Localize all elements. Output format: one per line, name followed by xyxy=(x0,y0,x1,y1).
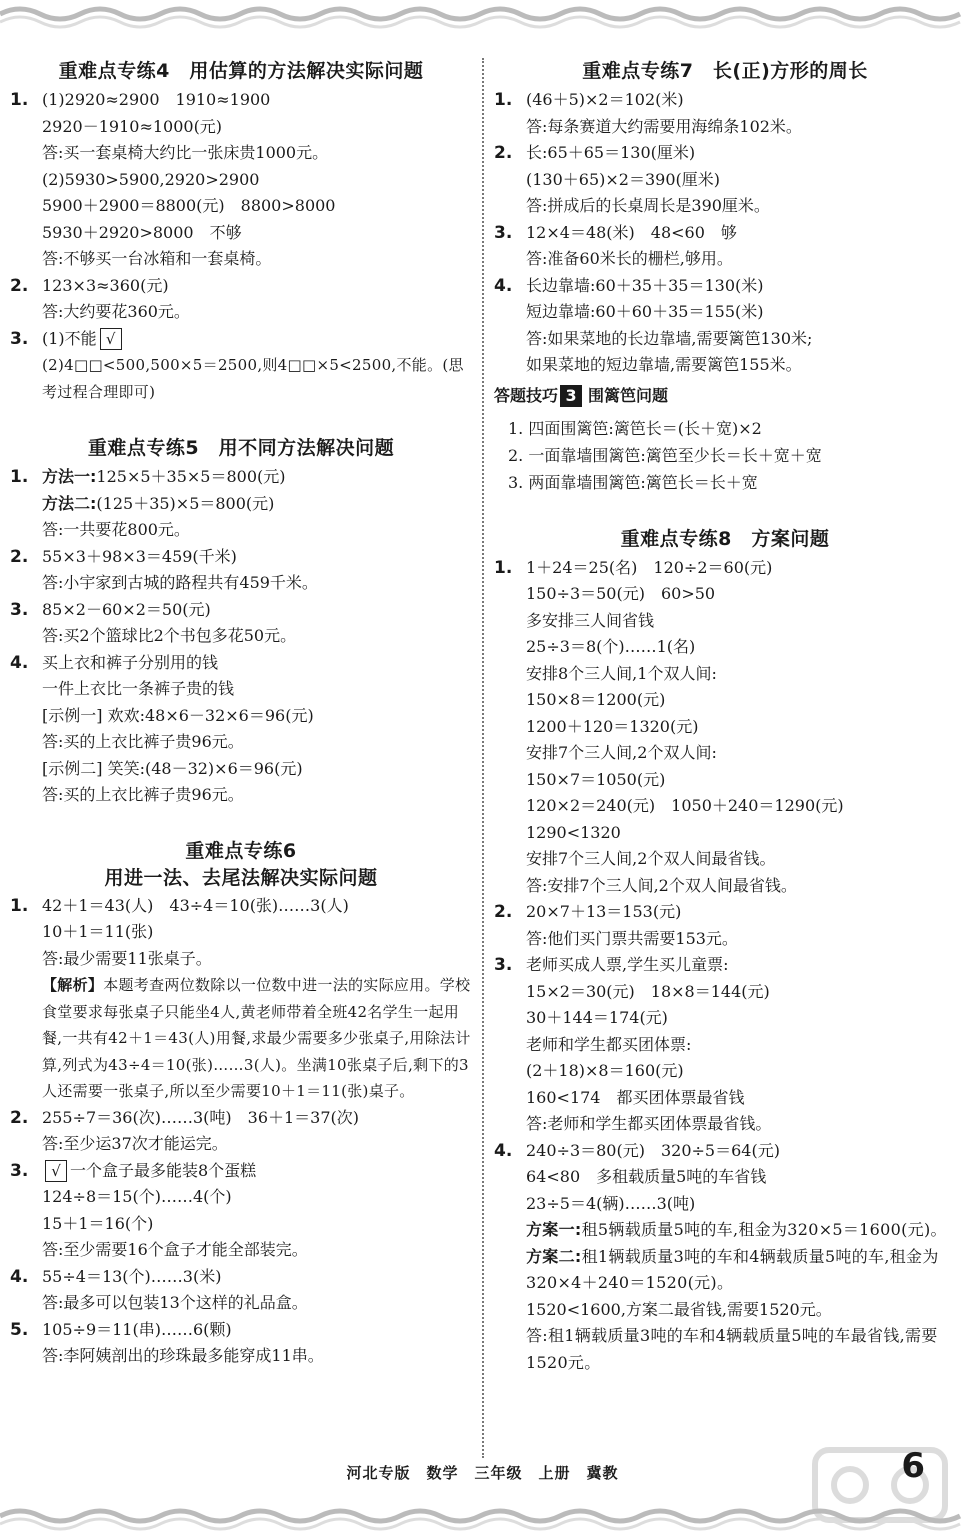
checkmark-box: √ xyxy=(45,1160,67,1182)
answer-line: 20×7＋13＝153(元) xyxy=(526,902,682,921)
answer-line: (1)2920≈2900 1910≈1900 xyxy=(42,90,271,109)
answer-line: 120×2＝240(元) 1050＋240＝1290(元) xyxy=(526,796,844,815)
answer-paragraph: (2)4□□<500,500×5＝2500,则4□□×5<2500,不能。(思考过程合理即可) xyxy=(42,356,464,401)
question-number: 2. xyxy=(10,275,29,296)
method-label: 方法一: xyxy=(42,467,97,486)
answer-line: 安排7个三人间,2个双人间最省钱。 xyxy=(526,849,776,868)
bottom-wave-border xyxy=(0,1502,965,1536)
tip-badge: 3 xyxy=(560,385,582,407)
question-number: 3. xyxy=(494,222,513,243)
answer-line: 一件上衣比一条裤子贵的钱 xyxy=(42,679,235,698)
answer-line: 老师买成人票,学生买儿童票: xyxy=(526,955,729,974)
question-number: 3. xyxy=(10,599,29,620)
answer-line: 1＋24＝25(名) 120÷2＝60(元) xyxy=(526,557,773,577)
answer-line: 答:大约要花360元。 xyxy=(42,302,190,321)
section-title: 重难点专练7 长(正)方形的周长 xyxy=(582,60,868,82)
answer-line: 答:最少需要11张桌子。 xyxy=(42,948,212,968)
question-number: 1. xyxy=(10,90,29,110)
answer-line: 答:最多可以包装13个这样的礼品盒。 xyxy=(42,1293,308,1312)
tip-title: 围篱笆问题 xyxy=(588,385,669,405)
answer-line: 150×8＝1200(元) xyxy=(526,690,666,709)
answer-line: [示例二] 笑笑:(48－32)×6＝96(元) xyxy=(42,758,303,778)
question-number: 2. xyxy=(10,1107,29,1128)
answer-line: 答:每条赛道大约需要用海绵条102米。 xyxy=(526,116,802,136)
question-number: 4. xyxy=(494,1140,513,1161)
tip-item: 1. 四面围篱笆:篱笆长＝(长＋宽)×2 xyxy=(508,418,762,438)
question-number: 1. xyxy=(494,557,513,578)
answer-line: 答:李阿姨剖出的珍珠最多能穿成11串。 xyxy=(42,1346,324,1365)
answer-line: 答:至少需要16个盒子才能全部装完。 xyxy=(42,1240,308,1259)
answer-line: 42＋1＝43(人) 43÷4＝10(张)……3(人) xyxy=(42,895,349,915)
plan-text: 租5辆载质量5吨的车,租金为320×5＝1600(元)。 xyxy=(581,1220,947,1239)
answer-line: 64<80 多租载质量5吨的车省钱 xyxy=(526,1167,767,1186)
page-footer: 河北专版 数学 三年级 上册 冀教 xyxy=(346,1464,619,1482)
answer-line: 25÷3＝8(个)……1(名) xyxy=(526,637,696,656)
answer-line: 答:买一套桌椅大约比一张床贵1000元。 xyxy=(42,143,329,162)
question-number: 3. xyxy=(10,1160,29,1181)
plan-paragraph xyxy=(494,1217,956,1244)
answer-line: (125＋35)×5＝800(元) xyxy=(96,493,275,513)
answer-line: 1520<1600,方案二最省钱,需要1520元。 xyxy=(526,1299,832,1319)
answer-line: 答:买的上衣比裤子贵96元。 xyxy=(42,732,244,751)
right-column xyxy=(494,58,956,1376)
plan-label: 方案一: xyxy=(526,1220,582,1239)
answer-line: 答:拼成后的长桌周长是390厘米。 xyxy=(526,196,770,215)
answer-line: 124÷8＝15(个)……4(个) xyxy=(42,1187,232,1206)
answer-line: 一个盒子最多能装8个蛋糕 xyxy=(70,1160,257,1180)
answer-line: 255÷7＝36(次)……3(吨) 36＋1＝37(次) xyxy=(42,1107,360,1127)
question-number: 2. xyxy=(494,143,513,163)
answer-line: 150÷3＝50(元) 60>50 xyxy=(526,584,716,603)
answer-line: 安排8个三人间,1个双人间: xyxy=(526,663,717,683)
answer-line: 安排7个三人间,2个双人间: xyxy=(526,743,717,762)
answer-line: 240÷3＝80(元) 320÷5＝64(元) xyxy=(526,1140,780,1160)
question-number: 2. xyxy=(10,546,29,567)
tip-label: 答题技巧 xyxy=(494,385,559,405)
answer-line: 长:65＋65＝130(厘米) xyxy=(526,143,696,162)
question-number: 4. xyxy=(494,275,513,296)
answer-line: 125×5＋35×5＝800(元) xyxy=(96,467,286,486)
answer-line: 答:他们买门票共需要153元。 xyxy=(526,928,738,948)
checkmark-box: √ xyxy=(100,328,122,350)
answer-line: 10＋1＝11(张) xyxy=(42,922,154,941)
question-number: 3. xyxy=(494,955,513,975)
answer-line: (46＋5)×2＝102(米) xyxy=(526,90,684,109)
question-number: 2. xyxy=(494,902,513,922)
section-title: 重难点专练5 用不同方法解决问题 xyxy=(87,437,395,459)
answer-line: 123×3≈360(元) xyxy=(42,275,169,295)
section-title: 重难点专练8 方案问题 xyxy=(620,527,830,550)
answer-line: 答:老师和学生都买团体票最省钱。 xyxy=(526,1114,772,1133)
question-number: 4. xyxy=(10,652,29,673)
answer-paragraph: 答:租1辆载质量3吨的车和4辆载质量5吨的车最省钱,需要1520元。 xyxy=(526,1326,938,1372)
answer-line: 长边靠墙:60＋35＋35＝130(米) xyxy=(526,275,764,295)
answer-line: 15×2＝30(元) 18×8＝144(元) xyxy=(526,981,770,1001)
left-column xyxy=(10,58,472,1370)
answer-line: 短边靠墙:60＋60＋35＝155(米) xyxy=(526,302,764,321)
answer-line: 答:如果菜地的长边靠墙,需要篱笆130米; xyxy=(526,328,813,348)
answer-line: (2)5930>5900,2920>2900 xyxy=(42,169,260,189)
answer-line: 85×2－60×2＝50(元) xyxy=(42,599,211,619)
question-number: 4. xyxy=(10,1266,29,1287)
tip-heading xyxy=(494,383,956,409)
question-number: 3. xyxy=(10,328,29,349)
analysis-paragraph xyxy=(10,972,472,1105)
answer-line: 答:准备60米长的栅栏,够用。 xyxy=(526,249,733,268)
answer-line: 12×4＝48(米) 48<60 够 xyxy=(526,222,737,242)
answer-line: 如果菜地的短边靠墙,需要篱笆155米。 xyxy=(526,355,802,374)
answer-line: 55×3＋98×3＝459(千米) xyxy=(42,546,237,566)
tip-item: 2. 一面靠墙围篱笆:篱笆至少长＝长＋宽＋宽 xyxy=(508,445,822,465)
question-number: 1. xyxy=(10,467,29,487)
answer-line: (1)不能 xyxy=(42,328,97,348)
answer-line: [示例一] 欢欢:48×6－32×6＝96(元) xyxy=(42,705,314,725)
answer-line: 答:买的上衣比裤子贵96元。 xyxy=(42,785,244,804)
answer-line: 15＋1＝16(个) xyxy=(42,1213,154,1233)
question-number: 5. xyxy=(10,1319,29,1340)
answer-line: 105÷9＝11(串)……6(颗) xyxy=(42,1319,232,1339)
question-number: 1. xyxy=(494,90,513,110)
answer-line: 多安排三人间省钱 xyxy=(526,610,655,630)
answer-line: 答:一共要花800元。 xyxy=(42,520,190,539)
answer-line: (2＋18)×8＝160(元) xyxy=(526,1061,684,1080)
answer-line: 答:至少运37次才能运完。 xyxy=(42,1134,228,1153)
answer-line: 160<174 都买团体票最省钱 xyxy=(526,1087,745,1107)
answer-line: 150×7＝1050(元) xyxy=(526,769,666,789)
answer-line: 老师和学生都买团体票: xyxy=(526,1034,692,1054)
section-title: 重难点专练6 xyxy=(185,839,297,862)
plan-paragraph xyxy=(494,1244,956,1297)
plan-text: 租1辆载质量3吨的车和4辆载质量5吨的车,租金为320×4＋240＝1520(元)。 xyxy=(526,1246,939,1292)
answer-line: (130＋65)×2＝390(厘米) xyxy=(526,169,720,189)
answer-line: 5900＋2900＝8800(元) 8800>8000 xyxy=(42,196,336,215)
answer-line: 23÷5＝4(辆)……3(吨) xyxy=(526,1193,696,1213)
answer-line: 答:买2个篮球比2个书包多花50元。 xyxy=(42,626,297,645)
answer-line: 2920－1910≈1000(元) xyxy=(42,116,223,136)
answer-line: 1290<1320 xyxy=(526,822,621,842)
answer-line: 答:不够买一台冰箱和一套桌椅。 xyxy=(42,249,272,268)
section-title: 重难点专练4 用估算的方法解决实际问题 xyxy=(58,60,424,82)
section-subtitle: 用进一法、去尾法解决实际问题 xyxy=(104,866,378,889)
answer-line: 30＋144＝174(元) xyxy=(526,1008,668,1027)
column-divider xyxy=(482,58,484,1458)
answer-line: 5930＋2920>8000 不够 xyxy=(42,222,242,242)
method-label: 方法二: xyxy=(42,493,97,513)
analysis-label: 【解析】 xyxy=(42,976,104,994)
analysis-text: 本题考查两位数除以一位数中进一法的实际应用。学校食堂要求每张桌子只能坐4人,黄老师带着全班42名学生一起用餐,一共有42＋1＝43(人)用餐,求最少需要多少张桌子,用除法计算,列式为43÷4＝10(张)……3(人)。坐满10张桌子后,剩下的3人还需要一张桌子,所以至少需要10＋1＝11(张)桌子。 xyxy=(42,976,471,1100)
plan-label: 方案二: xyxy=(526,1246,582,1266)
page-number: 6 xyxy=(901,1446,925,1486)
tip-item: 3. 两面靠墙围篱笆:篱笆长＝长＋宽 xyxy=(508,472,758,492)
answer-line: 答:安排7个三人间,2个双人间最省钱。 xyxy=(526,875,797,895)
answer-line: 1200＋120＝1320(元) xyxy=(526,716,699,736)
answer-line: 答:小宇家到古城的路程共有459千米。 xyxy=(42,573,318,592)
answer-line: 买上衣和裤子分别用的钱 xyxy=(42,652,219,672)
question-number: 1. xyxy=(10,895,29,916)
top-wave-border xyxy=(0,0,965,34)
answer-line: 55÷4＝13(个)……3(米) xyxy=(42,1266,222,1286)
